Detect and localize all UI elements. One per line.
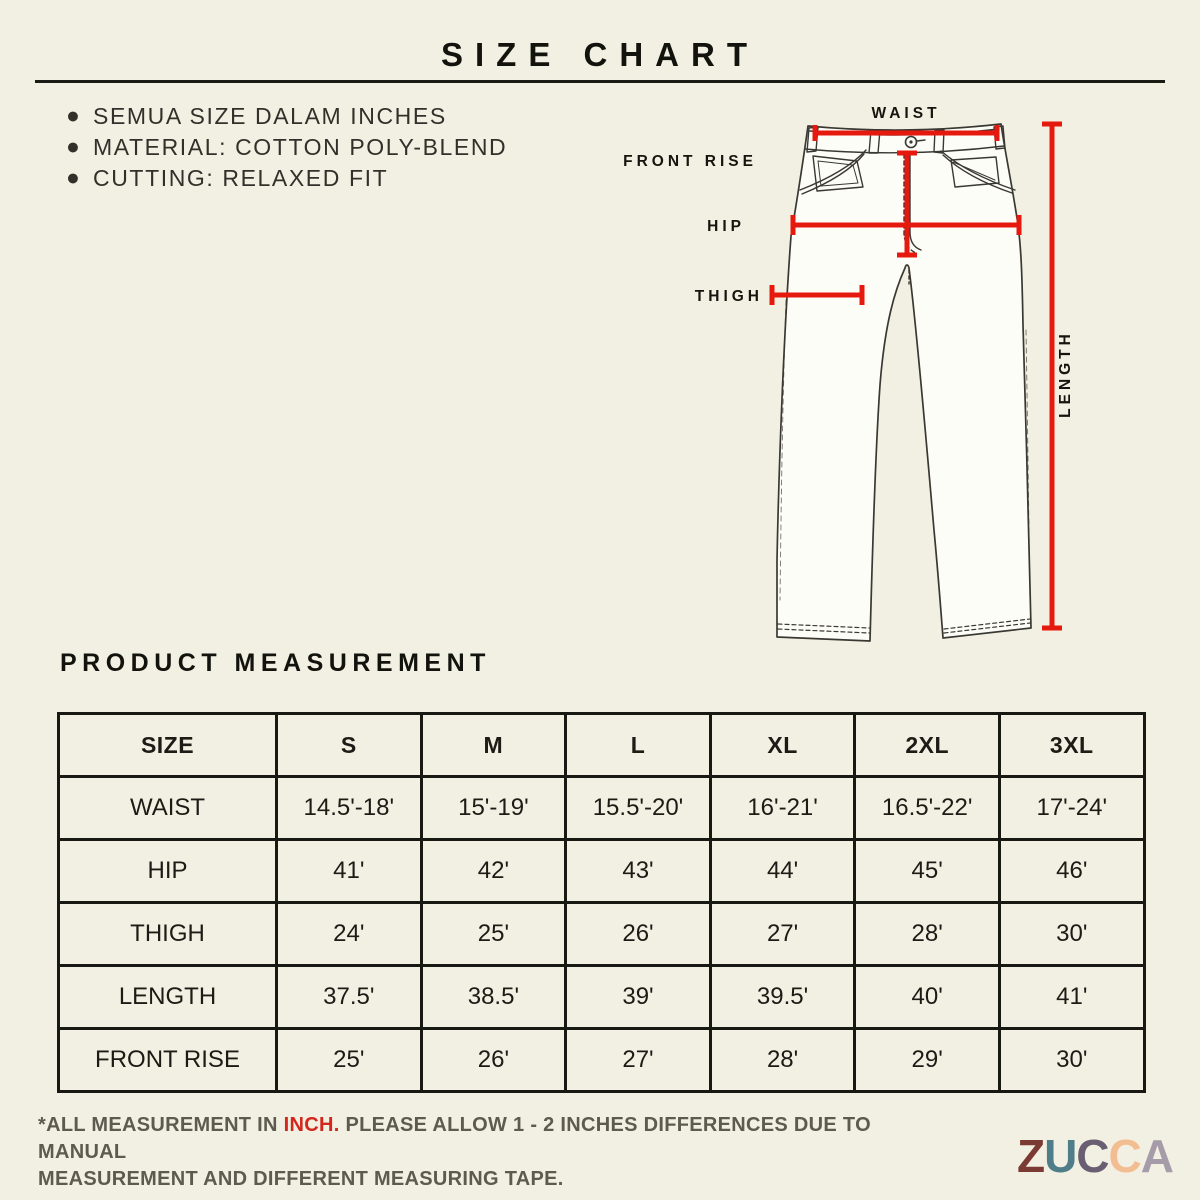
length-label: LENGTH [1057,330,1074,418]
measurement-cell: 46' [999,840,1144,903]
disclaimer-highlight: INCH. [283,1114,340,1136]
measurement-cell: 28' [710,1029,855,1092]
measurement-cell: 26' [566,903,711,966]
measurement-table [57,712,1146,1093]
measurement-cell: 39.5' [710,966,855,1029]
measurement-cell: 37.5' [277,966,422,1029]
measurement-cell: 15'-19' [421,777,566,840]
measurement-cell: 39' [566,966,711,1029]
hip-label: HIP [707,218,745,235]
measurement-cell: 25' [421,903,566,966]
logo-letter: U [1044,1130,1077,1182]
measurement-cell: 45' [855,840,1000,903]
measurement-cell: 30' [999,903,1144,966]
logo-letter: C [1108,1130,1141,1182]
row-label: WAIST [59,777,277,840]
note-text: CUTTING: RELAXED FIT [93,165,389,191]
measurement-cell: 29' [855,1029,1000,1092]
size-column-header: XL [710,714,855,777]
list-item [64,163,507,194]
disclaimer-text: PLEASE ALLOW 1 - 2 INCHES DIFFERENCES DUE TO MANUAL [38,1114,871,1163]
note-text: SEMUA SIZE DALAM INCHES [93,103,447,129]
measurement-cell: 28' [855,903,1000,966]
table-row [59,966,1145,1029]
measurement-cell: 38.5' [421,966,566,1029]
measurement-cell: 25' [277,1029,422,1092]
measurement-cell: 41' [999,966,1144,1029]
logo-letter: A [1140,1130,1173,1182]
measurement-cell: 14.5'-18' [277,777,422,840]
pants-measurement-diagram [595,85,1125,660]
measurement-cell: 26' [421,1029,566,1092]
measurement-cell: 44' [710,840,855,903]
table-row [59,903,1145,966]
measurement-cell: 41' [277,840,422,903]
row-label: THIGH [59,903,277,966]
measurement-cell: 17'-24' [999,777,1144,840]
bullet-icon: ● [66,102,82,128]
size-column-header: M [421,714,566,777]
product-notes-list [64,101,507,194]
measurement-cell: 40' [855,966,1000,1029]
size-column-header: 3XL [999,714,1144,777]
buttonhole-line [917,140,925,141]
waist-button-dot [909,140,912,143]
disclaimer-text: *ALL MEASUREMENT IN [38,1114,284,1136]
waist-label: WAIST [871,105,941,122]
measurement-disclaimer [38,1112,918,1193]
size-table-body [59,777,1145,1092]
list-item [64,101,507,132]
measurement-cell: 43' [566,840,711,903]
pants-silhouette [777,124,1031,641]
pants-drawing [777,124,1031,641]
row-label: HIP [59,840,277,903]
table-row [59,1029,1145,1092]
bullet-icon: ● [66,133,82,159]
size-table-head-row [59,714,1145,777]
bullet-icon: ● [66,164,82,190]
row-label: FRONT RISE [59,1029,277,1092]
measurement-cell: 24' [277,903,422,966]
measurement-cell: 15.5'-20' [566,777,711,840]
thigh-label: THIGH [694,288,763,305]
page-title: SIZE CHART [441,36,759,73]
size-column-header: S [277,714,422,777]
measurement-cell: 16'-21' [710,777,855,840]
table-row [59,777,1145,840]
front-rise-label: FRONT RISE [623,153,757,170]
logo-letter: C [1076,1130,1109,1182]
size-header: SIZE [59,714,277,777]
measurement-cell: 16.5'-22' [855,777,1000,840]
measurement-cell: 27' [566,1029,711,1092]
table-row [59,840,1145,903]
logo-letter: Z [1016,1130,1045,1182]
measurement-cell: 27' [710,903,855,966]
brand-logo [1016,1130,1173,1182]
size-column-header: L [566,714,711,777]
note-text: MATERIAL: COTTON POLY-BLEND [93,134,508,160]
measurement-cell: 30' [999,1029,1144,1092]
list-item [64,132,507,163]
disclaimer-line-1 [38,1112,918,1166]
row-label: LENGTH [59,966,277,1029]
section-heading: PRODUCT MEASUREMENT [60,649,491,677]
disclaimer-line-2: MEASUREMENT AND DIFFERENT MEASURING TAPE. [38,1168,564,1190]
title-divider [35,80,1165,83]
size-column-header: 2XL [855,714,1000,777]
measurement-cell: 42' [421,840,566,903]
